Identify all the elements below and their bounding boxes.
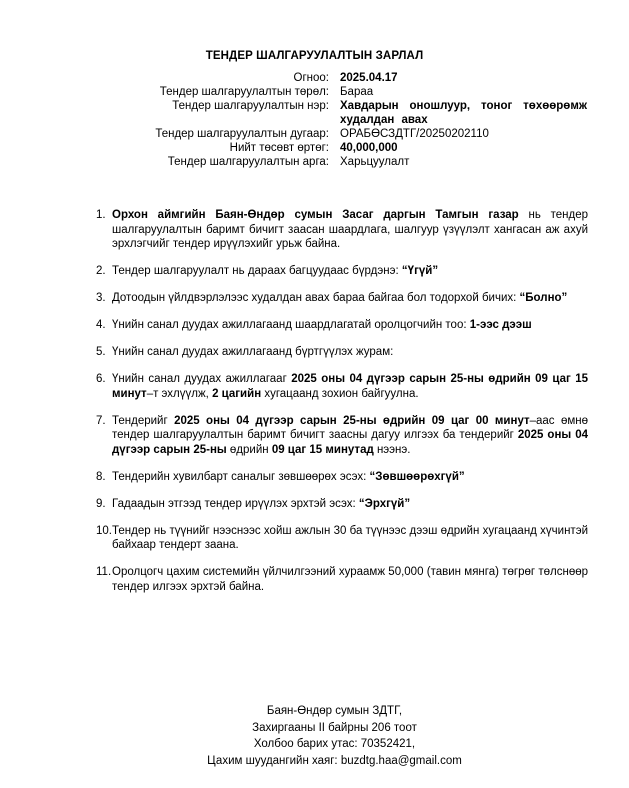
list-item-number: 3.	[96, 292, 106, 304]
list-item	[96, 497, 588, 512]
list-item	[96, 414, 588, 458]
bold-text-run: 09 цаг 15 минутад	[271, 443, 374, 456]
meta-value: Бараа	[340, 86, 374, 98]
footer-line: Захиргааны II байрны 206 тоот	[252, 721, 417, 734]
list-item	[96, 565, 588, 594]
meta-row-name	[0, 99, 629, 127]
meta-value: Хавдарын оношлуур, тоног төхөөрөмж худалдан авах	[340, 100, 587, 126]
text-run: Оролцогч цахим системийн үйлчилгээний хураамж 50,000 (тавин мянга) төгрөг төлснөөр тендер илгээх эрхтэй байна.	[112, 566, 588, 593]
contact-footer	[0, 703, 629, 769]
text-run: Тендерийн хувилбарт саналыг зөвшөөрөх эсэх:	[112, 470, 370, 483]
list-item-text	[112, 345, 588, 360]
list-item-text	[112, 565, 588, 594]
bold-text-run: “Зөвшөөрөхгүй”	[369, 470, 465, 483]
tender-meta-table	[0, 71, 629, 169]
list-item-number: 6.	[96, 373, 106, 385]
footer-line: Цахим шуудангийн хаяг: buzdtg.haa@gmail.com	[207, 754, 462, 767]
list-item-number: 5.	[96, 346, 106, 358]
bold-text-run: “Үгүй”	[401, 265, 439, 277]
text-run: Тендерийг	[112, 414, 175, 427]
list-item-text	[112, 372, 588, 401]
text-run: нь тендер шалгаруулалтын баримт бичигт заасан шаардлага, шалгуур үзүүлэлт хангасан аж ахуй эрхлэгчийг тендер ирүүлэхийг урьж байна.	[112, 209, 588, 250]
list-item-number: 10.	[96, 524, 112, 537]
list-item-number: 8.	[96, 470, 106, 483]
list-item	[96, 524, 588, 553]
list-item-text	[112, 208, 588, 252]
text-run: хугацаанд зохион байгуулна.	[261, 387, 419, 400]
meta-row-type	[0, 85, 629, 99]
bold-text-run: “Эрхгүй”	[358, 497, 411, 510]
list-item-number: 2.	[96, 265, 106, 277]
list-item-text	[112, 414, 588, 458]
text-run: нээнэ.	[373, 443, 411, 456]
text-run: Үнийн санал дуудах ажиллагаанд шаардлагатай оролцогчийн тоо:	[112, 319, 470, 331]
list-item-text	[112, 318, 588, 333]
bold-text-run: 2025 оны 04 дүгээр сарын 25-ны	[112, 429, 589, 456]
meta-label: Нийт төсөвт өртөг:	[229, 142, 329, 154]
meta-label: Огноо:	[293, 72, 329, 84]
text-run: өдрийн	[226, 443, 272, 456]
meta-value: 2025.04.17	[340, 72, 398, 84]
text-run: Дотоодын үйлдвэрлэлээс худалдан авах бараа байгаа бол тодорхой бичих:	[112, 292, 520, 304]
bold-text-run: 2025 оны 04 дүгээр сарын 25-ны өдрийн 09 цаг 00 минут	[174, 414, 530, 427]
bold-text-run: “Болно”	[519, 292, 568, 304]
list-item	[96, 318, 588, 333]
bold-text-run: 2025 оны 04 дүгээр сарын 25-ны өдрийн 09 цаг 15 минут	[112, 373, 588, 400]
tender-conditions-list	[96, 208, 588, 607]
meta-value: Харьцуулалт	[340, 156, 410, 168]
bold-text-run: 1-ээс дээш	[469, 319, 532, 331]
list-item	[96, 345, 588, 360]
meta-row-number	[0, 127, 629, 141]
meta-label: Тендер шалгаруулалтын дугаар:	[155, 128, 329, 140]
text-run: Үнийн санал дуудах ажиллагааг	[112, 373, 292, 385]
list-item-number: 4.	[96, 319, 106, 331]
text-run: Тендер шалгаруулалт нь дараах багцуудаас бүрдэнэ:	[112, 265, 402, 277]
bold-text-run: 2 цагийн	[212, 387, 262, 400]
list-item-number: 11.	[96, 566, 112, 578]
meta-row-date	[0, 71, 629, 85]
meta-row-method	[0, 155, 629, 169]
list-item-text	[112, 524, 588, 553]
meta-label: Тендер шалгаруулалтын арга:	[167, 156, 329, 168]
document-title: ТЕНДЕР ШАЛГАРУУЛАЛТЫН ЗАРЛАЛ	[205, 50, 424, 62]
text-run: Гадаадын этгээд тендер ирүүлэх эрхтэй эсэх:	[112, 497, 359, 510]
list-item	[96, 372, 588, 401]
text-run: –аас өмнө тендер шалгаруулалтын баримт бичигт заасны дагуу илгээх ба тендерийг	[112, 414, 589, 441]
list-item	[96, 208, 588, 252]
meta-label: Тендер шалгаруулалтын төрөл:	[159, 86, 329, 98]
list-item-text	[112, 291, 588, 306]
list-item	[96, 264, 588, 279]
list-item-number: 7.	[96, 414, 106, 427]
list-item-text	[112, 470, 588, 485]
bold-text-run: Орхон аймгийн Баян-Өндөр сумын Засаг даргын Тамгын газар	[112, 209, 519, 221]
list-item-text	[112, 264, 588, 279]
text-run: Үнийн санал дуудах ажиллагаанд бүртгүүлэх журам:	[112, 346, 394, 358]
text-run: –т эхлүүлж,	[146, 387, 213, 400]
meta-value: ОРАБӨСЗДТГ/20250202110	[340, 128, 489, 140]
meta-value: 40,000,000	[340, 142, 398, 154]
footer-line: Баян-Өндөр сумын ЗДТГ,	[266, 705, 403, 717]
list-item-number: 9.	[96, 497, 106, 510]
list-item	[96, 470, 588, 485]
list-item-number: 1.	[96, 209, 106, 221]
meta-label: Тендер шалгаруулалтын нэр:	[172, 100, 329, 112]
text-run: Тендер нь түүнийг нээснээс хойш ажлын 30 ба түүнээс дээш өдрийн хугацаанд хүчинтэй байхаар тендерт заана.	[112, 524, 588, 551]
list-item-text	[112, 497, 588, 512]
list-item	[96, 291, 588, 306]
meta-row-budget	[0, 141, 629, 155]
footer-line: Холбоо барих утас: 70352421,	[253, 738, 416, 750]
